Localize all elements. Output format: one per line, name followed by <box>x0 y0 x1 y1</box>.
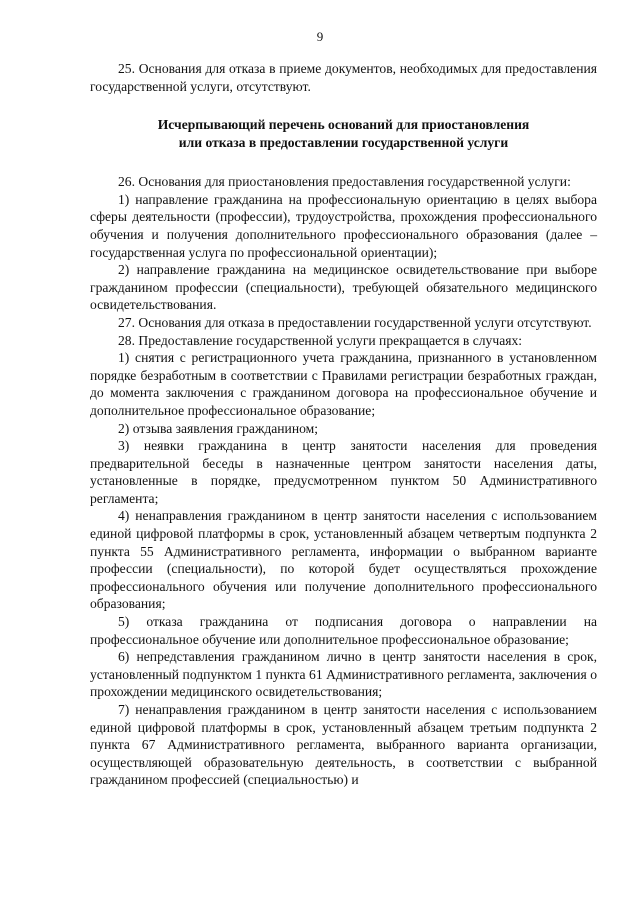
paragraph-28-item-4: 4) ненаправления гражданином в центр занятости населения с использованием единой цифровой платформы в срок, установленный абзацем четвертым подпункта 2 пункта 55 Административного регламента, информации о выбранном варианте профессии (специальности), по которой будет осуществляться прохождение профессионального обучения или получение дополнительного профессионального образования; <box>90 508 597 612</box>
paragraph-28-item-3: 3) неявки гражданина в центр занятости населения для проведения предварительной беседы в назначенные центром занятости населения даты, установленные в порядке, предусмотренном пунктом 50 Административного регламента; <box>90 438 597 506</box>
paragraph-28-item-5: 5) отказа гражданина от подписания договора о направлении на профессиональное обучение или дополнительное профессиональное образование; <box>90 614 597 647</box>
paragraph-28-item-7: 7) ненаправления гражданином в центр занятости населения с использованием единой цифровой платформы в срок, установленный абзацем третьим подпункта 2 пункта 67 Административного регламента, выбранного варианта организации, осуществляющей образовательную деятельность, в соответствии с выбранной гражданином профессией (специальностью) и <box>90 702 597 788</box>
paragraph-28-item-1: 1) снятия с регистрационного учета гражданина, признанного в установленном порядке безработным в соответствии с Правилами регистрации безработных граждан, до момента заключения с гражданином договора на профессиональное обучение и дополнительное профессиональное образование; <box>90 350 597 418</box>
section-heading <box>90 116 597 152</box>
page-number: 9 <box>316 29 324 44</box>
document-body <box>90 60 597 789</box>
paragraph-28-item-2: 2) отзыва заявления гражданином; <box>118 420 319 436</box>
paragraph-26-item-1: 1) направление гражданина на профессиональную ориентацию в целях выбора сферы деятельности (профессии), трудоустройства, прохождения профессионального обучения и получения дополнительного профессионального образования (далее – государственная услуга по профессиональной ориентации); <box>90 191 597 260</box>
paragraph-28-item-6: 6) непредставления гражданином лично в центр занятости населения в срок, установленный подпунктом 1 пункта 61 Административного регламента, заключения о прохождении медицинского освидетельствования; <box>90 649 597 700</box>
paragraph-26: 26. Основания для приостановления предоставления государственной услуги: <box>118 174 571 190</box>
section-heading-line-1: Исчерпывающий перечень оснований для приостановления <box>157 117 530 133</box>
paragraph-25: 25. Основания для отказа в приеме документов, необходимых для предоставления государственной услуги, отсутствуют. <box>90 61 597 94</box>
paragraph-27: 27. Основания для отказа в предоставлении государственной услуги отсутствуют. <box>118 314 592 330</box>
section-heading-line-2: или отказа в предоставлении государственной услуги <box>178 135 509 151</box>
paragraph-26-item-2: 2) направление гражданина на медицинское освидетельствование при выборе гражданином профессии (специальности), требующей обязательного медицинского освидетельствования. <box>90 262 597 313</box>
paragraph-28: 28. Предоставление государственной услуги прекращается в случаях: <box>118 332 523 348</box>
